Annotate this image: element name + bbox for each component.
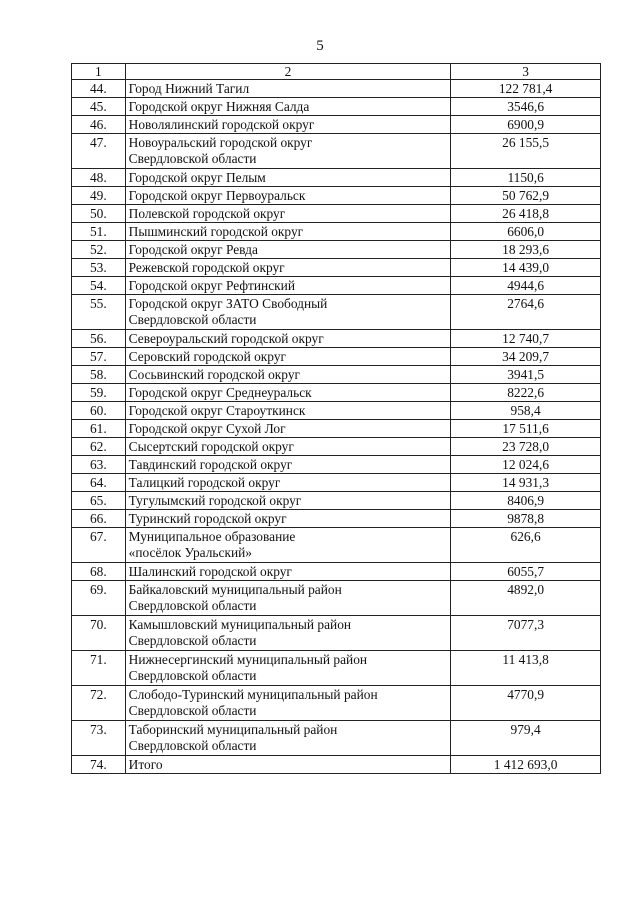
municipality-name xyxy=(125,581,451,616)
municipality-name-line: Свердловской области xyxy=(128,151,257,166)
municipality-name xyxy=(125,438,451,456)
amount-value: 1150,6 xyxy=(451,169,601,187)
municipality-name-line: Североуральский городской округ xyxy=(128,331,324,346)
table-row xyxy=(72,259,601,277)
table-row xyxy=(72,348,601,366)
municipality-name xyxy=(125,456,451,474)
amount-value: 12 024,6 xyxy=(451,456,601,474)
municipality-name-line: Байкаловский муниципальный район xyxy=(128,582,342,597)
row-number: 55. xyxy=(72,295,126,330)
amount-value: 8222,6 xyxy=(451,384,601,402)
amount-value: 50 762,9 xyxy=(451,187,601,205)
municipality-name xyxy=(125,80,451,98)
municipality-name-line: Нижнесергинский муниципальный район xyxy=(128,652,368,667)
row-number: 73. xyxy=(72,721,126,756)
amount-value: 17 511,6 xyxy=(451,420,601,438)
row-number: 70. xyxy=(72,616,126,651)
municipality-name-line: Камышловский муниципальный район xyxy=(128,617,352,632)
municipality-name-line: Сысертский городской округ xyxy=(128,439,294,454)
amount-value: 3941,5 xyxy=(451,366,601,384)
municipality-name-line: Городской округ Рефтинский xyxy=(128,278,295,293)
row-number: 54. xyxy=(72,277,126,295)
header-col-1: 1 xyxy=(72,64,126,80)
row-number: 48. xyxy=(72,169,126,187)
amount-value: 26 418,8 xyxy=(451,205,601,223)
municipality-name xyxy=(125,474,451,492)
row-number: 57. xyxy=(72,348,126,366)
table-body xyxy=(72,80,601,774)
municipality-name-line: Шалинский городской округ xyxy=(128,564,292,579)
header-col-3: 3 xyxy=(451,64,601,80)
municipality-name xyxy=(125,492,451,510)
municipality-name-line: Городской округ Староуткинск xyxy=(128,403,306,418)
municipality-name xyxy=(125,528,451,563)
amount-value: 11 413,8 xyxy=(451,651,601,686)
municipality-name xyxy=(125,686,451,721)
table-row xyxy=(72,277,601,295)
row-number: 45. xyxy=(72,98,126,116)
municipality-name-line: Свердловской области xyxy=(128,633,257,648)
row-number: 63. xyxy=(72,456,126,474)
municipality-name xyxy=(125,563,451,581)
municipality-name xyxy=(125,651,451,686)
amount-value: 3546,6 xyxy=(451,98,601,116)
table-row xyxy=(72,616,601,651)
row-number: 53. xyxy=(72,259,126,277)
row-number: 66. xyxy=(72,510,126,528)
table-row xyxy=(72,474,601,492)
municipality-name-line: «посёлок Уральский» xyxy=(128,545,252,560)
row-number: 72. xyxy=(72,686,126,721)
table-row xyxy=(72,581,601,616)
table-row xyxy=(72,330,601,348)
municipality-name-line: Город Нижний Тагил xyxy=(128,81,250,96)
municipality-name-line: Новолялинский городской округ xyxy=(128,117,315,132)
row-number: 51. xyxy=(72,223,126,241)
table-row xyxy=(72,223,601,241)
amount-value: 6606,0 xyxy=(451,223,601,241)
row-number: 64. xyxy=(72,474,126,492)
municipality-name-line: Свердловской области xyxy=(128,598,257,613)
table-header-row xyxy=(72,64,601,80)
amount-value: 8406,9 xyxy=(451,492,601,510)
row-number: 56. xyxy=(72,330,126,348)
table-row xyxy=(72,456,601,474)
municipality-name xyxy=(125,205,451,223)
municipality-name-line: Городской округ Первоуральск xyxy=(128,188,306,203)
municipality-name xyxy=(125,384,451,402)
municipality-name xyxy=(125,366,451,384)
amount-value: 4944,6 xyxy=(451,277,601,295)
row-number: 58. xyxy=(72,366,126,384)
table-row xyxy=(72,420,601,438)
municipality-name-line: Свердловской области xyxy=(128,738,257,753)
municipality-name-line: Городской округ Среднеуральск xyxy=(128,385,312,400)
amount-value: 958,4 xyxy=(451,402,601,420)
amount-value: 4892,0 xyxy=(451,581,601,616)
municipality-name-line: Тавдинский городской округ xyxy=(128,457,293,472)
table-row xyxy=(72,241,601,259)
municipality-name xyxy=(125,98,451,116)
page-number: 5 xyxy=(316,38,324,54)
amount-value: 6900,9 xyxy=(451,116,601,134)
table-row xyxy=(72,402,601,420)
row-number: 65. xyxy=(72,492,126,510)
municipality-name xyxy=(125,348,451,366)
row-number: 68. xyxy=(72,563,126,581)
table-row xyxy=(72,384,601,402)
municipality-name-line: Серовский городской округ xyxy=(128,349,287,364)
municipality-name-line: Туринский городской округ xyxy=(128,511,287,526)
header-col-2: 2 xyxy=(125,64,451,80)
row-number: 60. xyxy=(72,402,126,420)
municipality-name-line: Режевской городской округ xyxy=(128,260,285,275)
municipality-name-line: Таборинский муниципальный район xyxy=(128,722,338,737)
amount-value: 23 728,0 xyxy=(451,438,601,456)
amount-value: 34 209,7 xyxy=(451,348,601,366)
amount-value: 626,6 xyxy=(451,528,601,563)
table-row xyxy=(72,528,601,563)
municipality-name-line: Слободо-Туринский муниципальный район xyxy=(128,687,378,702)
municipality-name xyxy=(125,420,451,438)
municipality-name-line: Свердловской области xyxy=(128,703,257,718)
row-number: 61. xyxy=(72,420,126,438)
row-number: 50. xyxy=(72,205,126,223)
municipality-name-line: Пышминский городской округ xyxy=(128,224,304,239)
table-row xyxy=(72,438,601,456)
table-row xyxy=(72,563,601,581)
amount-value: 14 931,3 xyxy=(451,474,601,492)
municipality-name xyxy=(125,169,451,187)
table-row xyxy=(72,295,601,330)
municipality-name xyxy=(125,721,451,756)
row-number: 47. xyxy=(72,134,126,169)
municipality-name-line: Талицкий городской округ xyxy=(128,475,281,490)
amount-value: 18 293,6 xyxy=(451,241,601,259)
row-number: 71. xyxy=(72,651,126,686)
table-row xyxy=(72,205,601,223)
municipality-name-line: Городской округ ЗАТО Свободный xyxy=(128,296,328,311)
row-number: 44. xyxy=(72,80,126,98)
table-row xyxy=(72,651,601,686)
amount-value: 9878,8 xyxy=(451,510,601,528)
table-row xyxy=(72,721,601,756)
municipality-name xyxy=(125,616,451,651)
table-row xyxy=(72,756,601,774)
table-row xyxy=(72,134,601,169)
municipality-name xyxy=(125,756,451,774)
municipality-name-line: Городской округ Пелым xyxy=(128,170,266,185)
amount-value: 122 781,4 xyxy=(451,80,601,98)
municipality-name xyxy=(125,241,451,259)
amount-value: 14 439,0 xyxy=(451,259,601,277)
municipality-name-line: Итого xyxy=(128,757,163,772)
amount-value: 1 412 693,0 xyxy=(451,756,601,774)
municipality-name xyxy=(125,510,451,528)
amount-value: 6055,7 xyxy=(451,563,601,581)
row-number: 49. xyxy=(72,187,126,205)
municipality-name xyxy=(125,223,451,241)
amount-value: 26 155,5 xyxy=(451,134,601,169)
municipality-name xyxy=(125,277,451,295)
municipality-name xyxy=(125,259,451,277)
table-row xyxy=(72,492,601,510)
row-number: 67. xyxy=(72,528,126,563)
municipality-name-line: Городской округ Ревда xyxy=(128,242,258,257)
row-number: 52. xyxy=(72,241,126,259)
municipality-name-line: Городской округ Нижняя Салда xyxy=(128,99,310,114)
amount-value: 7077,3 xyxy=(451,616,601,651)
municipality-name xyxy=(125,134,451,169)
municipality-name-line: Новоуральский городской округ xyxy=(128,135,313,150)
municipality-name-line: Свердловской области xyxy=(128,312,257,327)
table-row xyxy=(72,366,601,384)
row-number: 74. xyxy=(72,756,126,774)
municipality-name-line: Городской округ Сухой Лог xyxy=(128,421,286,436)
amount-value: 4770,9 xyxy=(451,686,601,721)
row-number: 62. xyxy=(72,438,126,456)
table-row xyxy=(72,80,601,98)
municipality-name xyxy=(125,116,451,134)
row-number: 59. xyxy=(72,384,126,402)
municipality-name xyxy=(125,295,451,330)
municipality-name-line: Сосьвинский городской округ xyxy=(128,367,301,382)
municipality-name-line: Свердловской области xyxy=(128,668,257,683)
table-row xyxy=(72,187,601,205)
municipality-name-line: Полевской городской округ xyxy=(128,206,286,221)
municipality-name xyxy=(125,402,451,420)
municipality-name xyxy=(125,187,451,205)
table-row xyxy=(72,116,601,134)
municipality-name-line: Тугулымский городской округ xyxy=(128,493,302,508)
table-row xyxy=(72,510,601,528)
row-number: 69. xyxy=(72,581,126,616)
table-row xyxy=(72,98,601,116)
amount-value: 2764,6 xyxy=(451,295,601,330)
row-number: 46. xyxy=(72,116,126,134)
amount-value: 979,4 xyxy=(451,721,601,756)
distribution-table xyxy=(71,63,601,774)
municipality-name-line: Муниципальное образование xyxy=(128,529,296,544)
amount-value: 12 740,7 xyxy=(451,330,601,348)
table-row xyxy=(72,686,601,721)
municipality-name xyxy=(125,330,451,348)
table-row xyxy=(72,169,601,187)
